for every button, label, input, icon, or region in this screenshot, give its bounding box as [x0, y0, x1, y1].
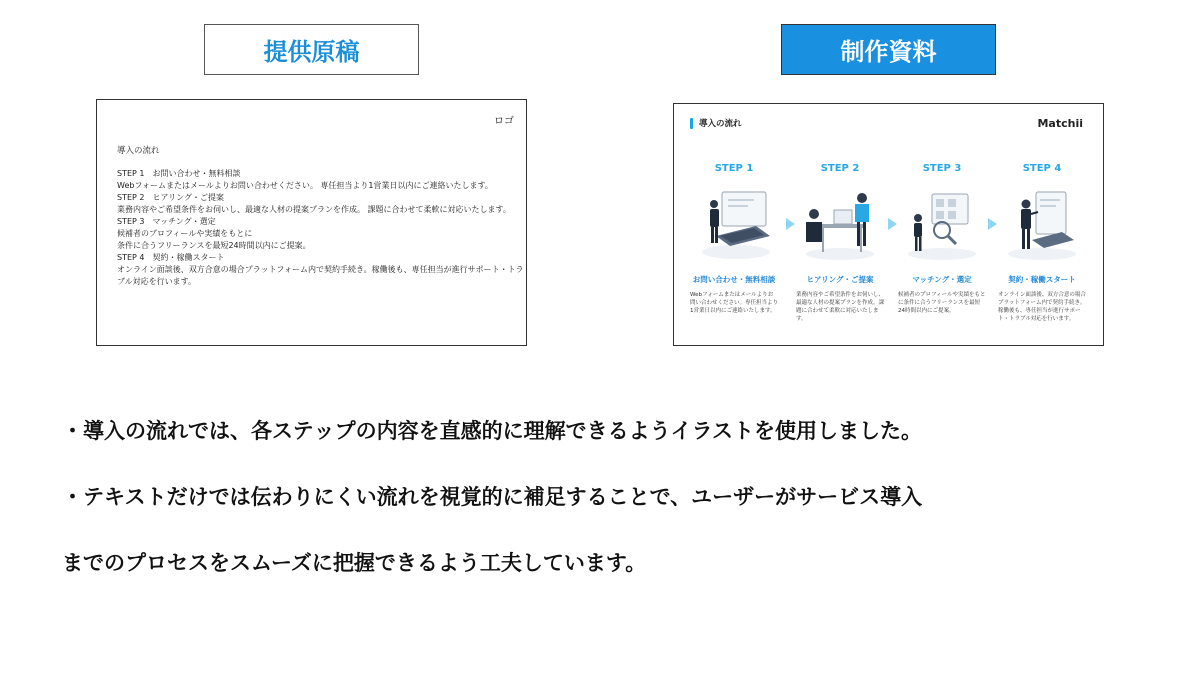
original-line: STEP 2 ヒアリング・ご提案 [117, 193, 224, 202]
slide-heading [690, 117, 742, 129]
step-1 [686, 162, 782, 315]
original-line: STEP 1 お問い合わせ・無料相談 [117, 169, 241, 178]
logo-placeholder: ロゴ [494, 116, 514, 127]
produced-slide-panel [673, 103, 1104, 346]
original-line: オンライン面談後、双方合意の場合プラットフォーム内で契約手続き。稼働後も、専任担当が進行サポート・トラブル対応を行います。 [117, 265, 524, 286]
step-description: 候補者のプロフィールや実績をもとに条件に合うフリーランスを最短24時間以内にご提案。 [898, 292, 986, 314]
step-4 [994, 162, 1090, 323]
meeting-illustration-icon [800, 184, 880, 262]
step-label: STEP 3 [922, 163, 962, 174]
step-flow [674, 162, 1105, 342]
original-line: Webフォームまたはメールよりお問い合わせください。 専任担当より1営業日以内にご連絡いたします。 [117, 181, 493, 190]
heading-accent-bar [690, 118, 693, 129]
step-label: STEP 1 [714, 163, 754, 174]
step-2 [792, 162, 888, 323]
laptop-user-illustration-icon [694, 184, 774, 262]
original-manuscript-panel [96, 99, 527, 346]
explanation-notes [62, 398, 1162, 596]
contract-handshake-illustration-icon [1002, 184, 1082, 262]
step-title: お問い合わせ・無料相談 [692, 275, 776, 284]
matching-search-illustration-icon [902, 184, 982, 262]
original-line: 条件に合うフリーランスを最短24時間以内にご提案。 [117, 241, 311, 250]
step-3 [894, 162, 990, 315]
produced-label: 制作資料 [781, 24, 996, 75]
original-body [117, 168, 525, 288]
step-title: 契約・稼働スタート [1008, 275, 1076, 284]
note-line: までのプロセスをスムーズに把握できるよう工夫しています。 [62, 551, 647, 575]
original-line: 候補者のプロフィールや実績をもとに [117, 229, 253, 238]
step-label: STEP 2 [820, 163, 860, 174]
original-line: STEP 4 契約・稼働スタート [117, 253, 225, 262]
step-description: オンライン面談後、双方合意の場合プラットフォーム内で契約手続き。稼働後も、専任担当が進行サポート・トラブル対応を行います。 [998, 292, 1086, 322]
step-description: Webフォームまたはメールよりお問い合わせください。専任担当より1営業日以内にご連絡いたします。 [690, 292, 779, 314]
original-label: 提供原稿 [204, 24, 419, 75]
original-title: 導入の流れ [117, 146, 160, 156]
original-line: STEP 3 マッチング・選定 [117, 217, 216, 226]
brand-logo: Matchii [1037, 117, 1083, 130]
note-line: ・テキストだけでは伝わりにくい流れを視覚的に補足することで、ユーザーがサービス導入 [62, 485, 923, 509]
step-title: ヒアリング・ご提案 [806, 275, 874, 284]
step-description: 業務内容やご希望条件をお伺いし、最適な人材の提案プランを作成。課題に合わせて柔軟に対応いたします。 [796, 292, 885, 322]
note-line: ・導入の流れでは、各ステップの内容を直感的に理解できるようイラストを使用しました。 [62, 419, 922, 443]
slide-heading-text: 導入の流れ [699, 119, 742, 129]
step-label: STEP 4 [1022, 163, 1062, 174]
original-line: 業務内容やご希望条件をお伺いし、最適な人材の提案プランを作成。 課題に合わせて柔軟に対応いたします。 [117, 205, 511, 214]
step-title: マッチング・選定 [912, 275, 972, 284]
